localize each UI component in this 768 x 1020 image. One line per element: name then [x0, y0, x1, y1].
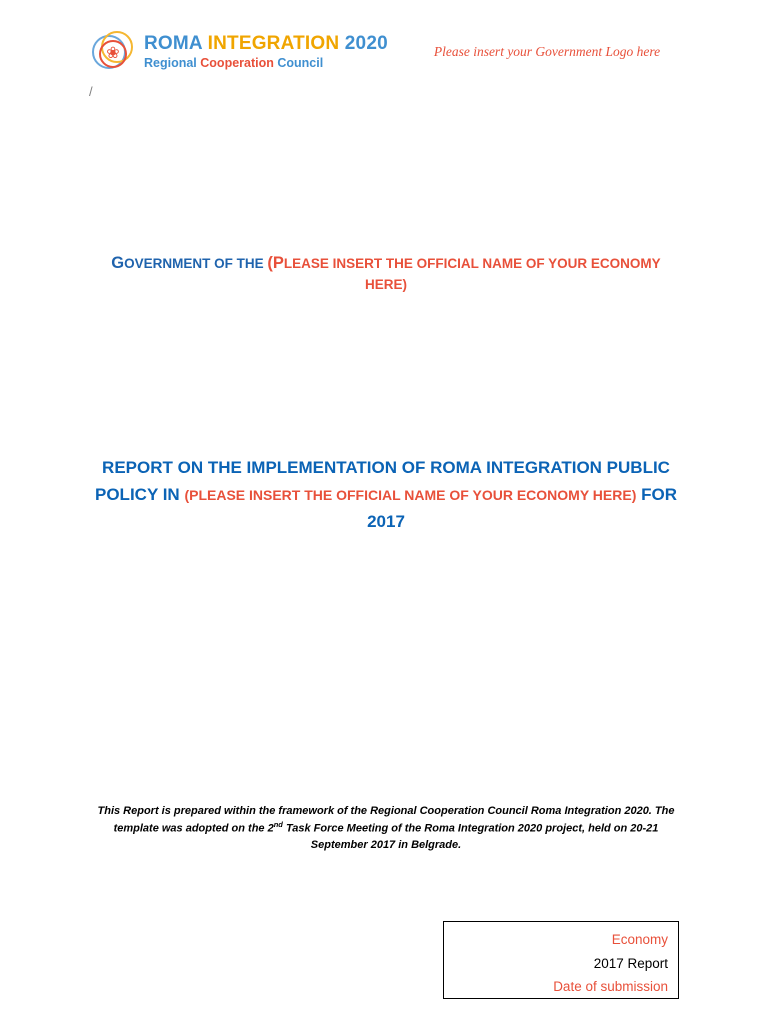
government-heading-initial: G	[111, 254, 125, 272]
stray-slash-mark: /	[89, 84, 93, 99]
report-meta-box	[443, 921, 679, 999]
logo-word-2020: 2020	[344, 32, 388, 54]
roma-integration-flower-logo-icon	[92, 30, 136, 74]
framework-note-before: This Report is prepared within the framework of the Regional Cooperation Council Roma Integration 2020. The template was adopted on the 2	[97, 805, 675, 835]
meta-row-economy: Economy	[611, 932, 668, 947]
flower-icon: ❀	[106, 45, 120, 62]
logo-title-line	[144, 34, 388, 54]
framework-note	[92, 804, 680, 853]
logo-word-integration: INTEGRATION	[207, 32, 345, 54]
page-title	[92, 455, 680, 535]
economy-placeholder-initial: (P	[267, 254, 284, 272]
report-title-year: FOR 2017	[367, 484, 677, 531]
logo-word-cooperation: Cooperation	[200, 55, 278, 70]
logo-word-regional: Regional	[144, 55, 201, 70]
logo-wordmark	[144, 34, 388, 70]
logo-word-roma: ROMA	[144, 32, 208, 54]
page-header	[92, 30, 682, 90]
logo-subtitle-line	[144, 57, 388, 70]
report-title-part1: REPORT ON THE IMPLEMENTATION OF ROMA INTEGRATION PUBLIC POLICY IN	[95, 458, 670, 504]
meta-row-date-of-submission: Date of submission	[553, 979, 668, 995]
roma-integration-logo	[92, 30, 388, 74]
government-heading-text: OVERNMENT OF THE	[124, 256, 268, 271]
economy-placeholder-text: LEASE INSERT THE OFFICIAL NAME OF YOUR ECONOMY HERE)	[283, 256, 661, 292]
framework-note-after: Task Force Meeting of the Roma Integration 2020 project, held on 20-21 September 2017 in Belgrade.	[282, 822, 659, 851]
report-title-economy-placeholder: (PLEASE INSERT THE OFFICIAL NAME OF YOUR ECONOMY HERE)	[184, 486, 637, 503]
government-heading	[92, 253, 680, 296]
framework-note-superscript: nd	[273, 819, 283, 829]
meta-row-report-year: 2017 Report	[593, 955, 668, 971]
government-logo-placeholder: Please insert your Government Logo here	[433, 44, 661, 59]
logo-word-council: Council	[277, 55, 324, 70]
